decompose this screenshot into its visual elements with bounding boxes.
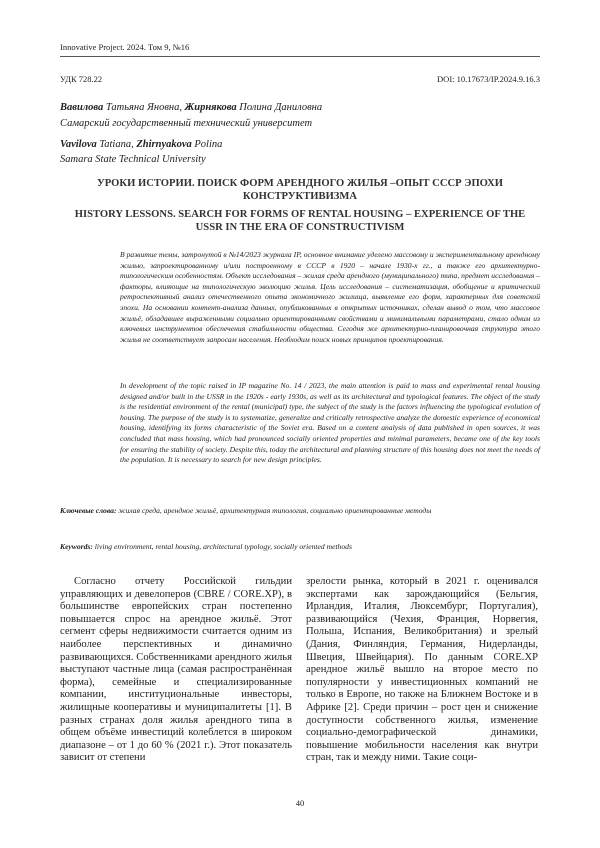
- affiliation-ru: Самарский государственный технический университет: [60, 118, 313, 129]
- affiliation-en: Samara State Technical University: [60, 154, 206, 165]
- keywords-ru: [60, 506, 540, 517]
- authors-ru: [60, 101, 322, 114]
- author1-name-ru: Татьяна Яновна,: [103, 102, 185, 113]
- author2-name-en: Polina: [191, 139, 223, 150]
- udk-code: УДК 728.22: [60, 74, 103, 84]
- author1-name-en: Tatiana,: [96, 139, 137, 150]
- author2-name-ru: Полина Даниловна: [236, 102, 323, 113]
- author1-surname-ru: Вавилова: [60, 102, 104, 113]
- header-divider: [60, 56, 540, 57]
- title-ru: УРОКИ ИСТОРИИ. ПОИСК ФОРМ АРЕНДНОГО ЖИЛЬЯ –ОПЫТ СССР ЭПОХИ КОНСТРУКТИВИЗМА: [97, 178, 503, 202]
- keywords-en: [60, 542, 540, 553]
- keywords-en-text: living environment, rental housing, architectural typology, socially oriented methods: [92, 542, 352, 551]
- title-en: HISTORY LESSONS. SEARCH FOR FORMS OF RENTAL HOUSING – EXPERIENCE OF THE USSR IN THE ERA OF CONSTRUCTIVISM: [74, 209, 526, 233]
- doi[interactable]: DOI: 10.17673/IP.2024.9.16.3: [437, 74, 540, 84]
- page-number: 40: [295, 798, 305, 808]
- keywords-ru-text: жилая среда, арендное жильё, архитектурная типология, социально ориентированные методы: [116, 506, 432, 515]
- author1-surname-en: Vavilova: [60, 139, 97, 150]
- author2-surname-en: Zhirnyakova: [136, 139, 192, 150]
- author2-surname-ru: Жирнякова: [184, 102, 237, 113]
- abstract-ru: В развитие темы, затронутой в №14/2023 журнала IP, основное внимание уделено массовому и экспериментальному арендному жилью, запроектированному и/или построенному в СССР в 1920 – начале 1930-х гг., а также его архитектурно-типологическим особенностям. Объект исследования – жилая среда арендного (муниципального) типа, предмет исследования – факторы, влияющие на типологическую эволюцию жилья. Цель исследования – систематизация, обобщение и критический ретроспективный анализ отечественного опыта экономичного жилища, выявление его форм, характерных для советской эпохи. На основании контент-анализа данных, опубликованных в открытых источниках, сделан вывод о том, что массовое жильё, обладавшее выраженными социально ориентированными свойствами и минимальными параметрами, стало одним из ключевых инструментов обеспечения стабильности общества. Сегодня же архитектурно-планировочная структура этого жилья не соответствует запросам населения. Необходим поиск новых принципов проектирования.: [120, 250, 540, 344]
- journal-header: Innovative Project. 2024. Том 9, №16: [60, 42, 190, 52]
- keywords-ru-label: Ключевые слова:: [60, 506, 117, 515]
- authors-en: [60, 138, 222, 151]
- body-column-left: Согласно отчету Российской гильдии управляющих и девелоперов (CBRE / CORE.XP), в большинстве европейских стран постепенно повышается спрос на арендное жильё. Этот сегмент сферы недвижимости считается одним из наиболее перспективных и динамично развивающихся. Собственниками арендного жилья выступают частные лица (самая распространённая форма), семейные и специализированные компании, институциональные инвесторы, жилищные кооперативы и муниципалитеты [1]. В разных странах доля жилья арендного типа в общем объёме инвестиций колеблется в широком диапазоне – от 1 до 60 % (2021 г.). Этот показатель зависит от степени: [60, 576, 292, 764]
- abstract-en: In development of the topic raised in IP magazine No. 14 / 2023, the main attention is paid to mass and experimental rental housing designed and/or built in the USSR in the 1920s - early 1930s, as well as its architectural and typological features. The object of the study is the residential environment of the rental (municipal) type, the subject of the study is the factors influencing the typological evolution of housing. The purpose of the study is to systematize, generalize and critically retrospective analyze the domestic experience of economical housing, identifying its forms characteristic of the Soviet era. Based on a content analysis of data published in open sources, it was concluded that mass housing, which had pronounced socially oriented properties and minimal parameters, became one of the key tools for ensuring the stability of society. Despite this, today the architectural and planning structure of this housing does not meet the needs of the population. It is necessary to search for new design principles.: [120, 381, 540, 465]
- keywords-en-label: Keywords:: [60, 542, 93, 551]
- body-column-right: зрелости рынка, который в 2021 г. оценивался экспертами как зарождающийся (Бельгия, Ирландия, Италия, Люксембург, Португалия), развивающийся (Чехия, Франция, Норвегия, Польша, Испания, Великобритания) и зрелый (Дания, Финляндия, Германия, Нидерланды, Швеция, Швейцария). По данным CORE.XP арендное жильё вышло на второе место по популярности у инвестиционных компаний не только в Европе, но также на Ближнем Востоке и в Африке [2]. Среди причин – рост цен и снижение доступности собственного жилья, изменение социально-демографической динамики, повышение мобильности населения как внутри стран, так и между ними. Такие соци-: [306, 576, 538, 764]
